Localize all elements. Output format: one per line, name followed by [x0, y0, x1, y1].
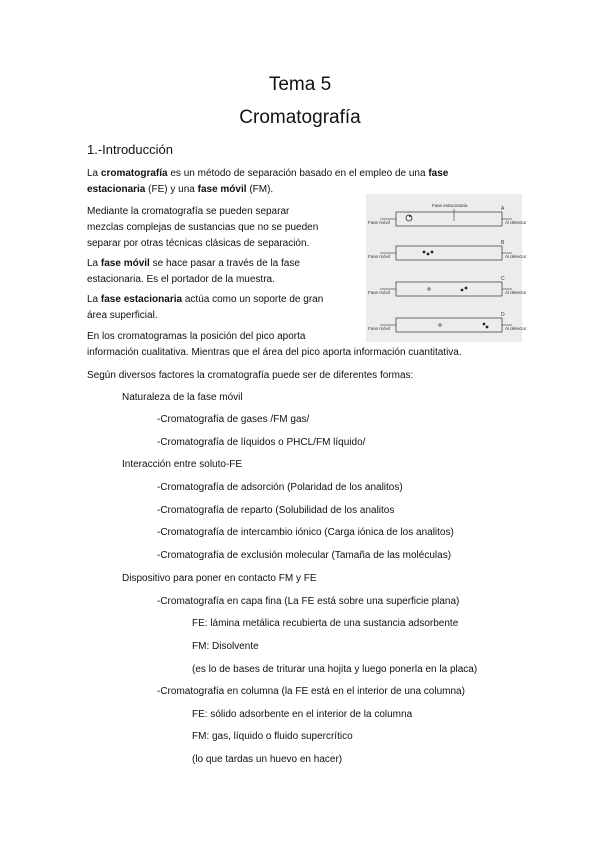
list-item: -Cromatografía de líquidos o PHCL/FM líquido/	[157, 437, 366, 448]
section-heading: 1.-Introducción	[87, 142, 173, 157]
topic-title: Tema 5	[268, 74, 332, 95]
text-line: estacionaria. Es el portador de la muestra.	[87, 274, 275, 285]
figure-row-b	[368, 240, 527, 260]
figure-row-a	[368, 206, 527, 226]
bold-term: cromatografía	[100, 168, 168, 179]
group-solute-interaction: Interacción entre soluto-FE	[122, 459, 243, 470]
outlet-label: Al detector	[505, 290, 527, 295]
text-line	[87, 256, 300, 272]
text-line: Mediante la cromatografía se pueden separar	[87, 206, 290, 217]
list-item: -Cromatografía de intercambio iónico (Carga iónica de los analitos)	[157, 527, 454, 538]
inlet-label: Fase móvil	[368, 290, 390, 295]
analyte-dot	[461, 289, 464, 292]
analyte-dot	[465, 287, 468, 290]
analyte-dot	[483, 323, 486, 326]
list-item: -Cromatografía en capa fina (La FE está sobre una superficie plana)	[157, 596, 460, 607]
outlet-label: Al detector	[505, 326, 527, 331]
text: se hace pasar a través de la fase	[149, 258, 300, 269]
text: (FM).	[246, 184, 274, 195]
sample-dot	[409, 215, 411, 217]
analyte-dot	[427, 253, 430, 256]
row-letter: C	[501, 276, 505, 282]
figure-row-c	[368, 276, 527, 296]
text: La	[87, 168, 101, 179]
text: La	[87, 294, 101, 305]
list-item: -Cromatografía de reparto (Solubilidad de los analitos	[157, 505, 395, 516]
chromatography-figure	[366, 194, 527, 342]
text: La	[87, 258, 101, 269]
text: (FE) y una	[145, 184, 198, 195]
sub-list-item: (lo que tardas un huevo en hacer)	[192, 754, 343, 765]
text-line: mezclas complejas de sustancias que no se pueden	[87, 222, 319, 233]
list-item: -Cromatografía de exclusión molecular (Tamaña de las moléculas)	[157, 550, 452, 561]
outlet-label: Al detector	[505, 220, 527, 225]
list-item: -Cromatografía de adsorción (Polaridad de los analitos)	[157, 482, 403, 493]
analyte-dot	[486, 326, 489, 329]
group-mobile-phase: Naturaleza de la fase móvil	[122, 392, 243, 403]
list-item: -Cromatografía en columna (la FE está en el interior de una columna)	[157, 686, 465, 697]
analyte-dot	[439, 324, 441, 326]
sub-list-item: FE: lámina metálica recubierta de una sustancia adsorbente	[192, 618, 459, 629]
group-device: Dispositivo para poner en contacto FM y FE	[122, 573, 317, 584]
column-b	[396, 246, 502, 260]
outlet-label: Al detector	[505, 254, 527, 259]
text-line	[87, 292, 323, 308]
bold-term: fase móvil	[197, 184, 247, 195]
text: es un método de separación basado en el empleo de una	[167, 168, 429, 179]
sub-list-item: FE: sólido adsorbente en el interior de la columna	[192, 709, 413, 720]
figure-row-d	[368, 312, 527, 332]
row-letter: B	[501, 240, 505, 246]
analyte-dot	[423, 251, 426, 254]
paragraph-stationary-phase	[87, 292, 323, 324]
analyte-dot	[431, 251, 434, 254]
bold-term: fase estacionaria	[100, 294, 183, 305]
column-d	[396, 318, 502, 332]
list-item: -Cromatografía de gases /FM gas/	[157, 414, 310, 425]
inlet-label: Fase móvil	[368, 326, 390, 331]
inlet-label: Fase móvil	[368, 220, 390, 225]
text-line: En los cromatogramas la posición del pico aporta	[87, 331, 306, 342]
analyte-dot	[428, 288, 430, 290]
bold-term: fase móvil	[100, 258, 150, 269]
column-c	[396, 282, 502, 296]
text-line: información cualitativa. Mientras que el área del pico aporta información cuantitativa.	[87, 347, 462, 358]
sub-list-item: (es lo de bases de triturar una hojita y luego ponerla en la placa)	[192, 664, 478, 675]
figure-top-label: Fase estacionaria	[432, 203, 468, 208]
paragraph-types-intro: Según diversos factores la cromatografía puede ser de diferentes formas:	[87, 370, 414, 381]
text-line: área superficial.	[87, 310, 158, 321]
bold-term: estacionaria	[87, 184, 146, 195]
paragraph-mobile-phase	[87, 256, 300, 288]
page-title: Cromatografía	[239, 107, 361, 128]
sub-list-item: FM: Disolvente	[192, 641, 259, 652]
row-letter: D	[501, 312, 505, 318]
text-line: separar por otras técnicas clásicas de separación.	[87, 238, 310, 249]
sample-plug	[406, 215, 412, 221]
sub-list-item: FM: gas, líquido o fluido supercrítico	[192, 731, 353, 742]
row-letter: A	[501, 206, 505, 212]
column-diagram	[366, 194, 527, 342]
bold-term: fase	[428, 168, 449, 179]
text: actúa como un soporte de gran	[182, 294, 324, 305]
paragraph-separation	[87, 204, 318, 252]
inlet-label: Fase móvil	[368, 254, 390, 259]
